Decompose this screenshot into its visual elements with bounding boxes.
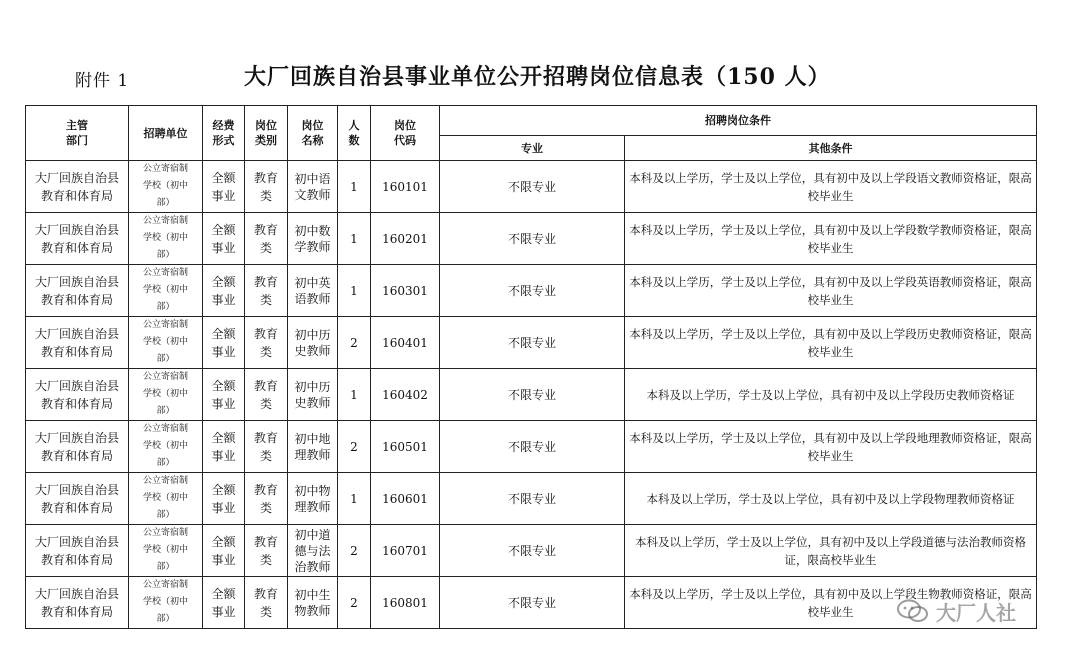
table-row: [26, 265, 1037, 317]
cell-fund: 全额 事业: [203, 161, 245, 213]
cell-count: 2: [338, 525, 371, 577]
cell-dept: 大厂回族自治县 教育和体育局: [26, 421, 129, 473]
cell-category: 教育 类: [245, 265, 288, 317]
cell-dept: 大厂回族自治县 教育和体育局: [26, 213, 129, 265]
cell-post-name: 初中地 理教师: [288, 421, 338, 473]
cell-unit: 公立寄宿制 学校（初中 部）: [129, 317, 203, 369]
cell-other: 本科及以上学历，学士及以上学位，具有初中及以上学段物理教师资格证: [625, 473, 1037, 525]
cell-dept: 大厂回族自治县 教育和体育局: [26, 161, 129, 213]
cell-major: 不限专业: [440, 265, 625, 317]
cell-post-name: 初中历 史教师: [288, 317, 338, 369]
cell-count: 2: [338, 317, 371, 369]
cell-category: 教育 类: [245, 421, 288, 473]
cell-other: 本科及以上学历，学士及以上学位，具有初中及以上学段生物教师资格证，限高校毕业生: [625, 577, 1037, 629]
cell-major: 不限专业: [440, 577, 625, 629]
cell-other: 本科及以上学历，学士及以上学位，具有初中及以上学段道德与法治教师资格证，限高校毕业生: [625, 525, 1037, 577]
cell-post-name: 初中英 语教师: [288, 265, 338, 317]
cell-unit: 公立寄宿制 学校（初中 部）: [129, 421, 203, 473]
cell-post-name: 初中语 文教师: [288, 161, 338, 213]
cell-fund: 全额 事业: [203, 577, 245, 629]
cell-code: 160402: [371, 369, 440, 421]
cell-fund: 全额 事业: [203, 265, 245, 317]
job-table: [25, 105, 1037, 629]
cell-code: 160801: [371, 577, 440, 629]
table-row: [26, 525, 1037, 577]
cell-post-name: 初中物 理教师: [288, 473, 338, 525]
cell-unit: 公立寄宿制 学校（初中 部）: [129, 265, 203, 317]
cell-unit: 公立寄宿制 学校（初中 部）: [129, 369, 203, 421]
cell-post-name: 初中道 德与法 治教师: [288, 525, 338, 577]
cell-post-name: 初中生 物教师: [288, 577, 338, 629]
cell-category: 教育 类: [245, 369, 288, 421]
attachment-label: 附件 1: [75, 71, 130, 91]
page-title: 大厂回族自治县事业单位公开招聘岗位信息表（150 人）: [244, 64, 831, 90]
cell-count: 2: [338, 421, 371, 473]
cell-unit: 公立寄宿制 学校（初中 部）: [129, 525, 203, 577]
cell-other: 本科及以上学历，学士及以上学位，具有初中及以上学段数学教师资格证，限高校毕业生: [625, 213, 1037, 265]
cell-major: 不限专业: [440, 161, 625, 213]
cell-fund: 全额 事业: [203, 525, 245, 577]
table-row: [26, 161, 1037, 213]
cell-count: 1: [338, 265, 371, 317]
cell-count: 1: [338, 213, 371, 265]
cell-code: 160701: [371, 525, 440, 577]
cell-major: 不限专业: [440, 525, 625, 577]
cell-major: 不限专业: [440, 421, 625, 473]
table-row: [26, 213, 1037, 265]
cell-dept: 大厂回族自治县 教育和体育局: [26, 525, 129, 577]
table-row: [26, 317, 1037, 369]
col-header-conditions: 招聘岗位条件: [440, 106, 1037, 136]
cell-category: 教育 类: [245, 525, 288, 577]
cell-dept: 大厂回族自治县 教育和体育局: [26, 369, 129, 421]
cell-major: 不限专业: [440, 317, 625, 369]
cell-fund: 全额 事业: [203, 473, 245, 525]
cell-category: 教育 类: [245, 577, 288, 629]
cell-code: 160301: [371, 265, 440, 317]
cell-other: 本科及以上学历，学士及以上学位，具有初中及以上学段地理教师资格证，限高校毕业生: [625, 421, 1037, 473]
cell-post-name: 初中历 史教师: [288, 369, 338, 421]
cell-unit: 公立寄宿制 学校（初中 部）: [129, 161, 203, 213]
cell-unit: 公立寄宿制 学校（初中 部）: [129, 213, 203, 265]
cell-count: 1: [338, 473, 371, 525]
col-header-major: 专业: [440, 136, 625, 161]
cell-category: 教育 类: [245, 161, 288, 213]
table-row: [26, 473, 1037, 525]
col-header-category: 岗位 类别: [245, 106, 288, 161]
table-row: [26, 577, 1037, 629]
cell-dept: 大厂回族自治县 教育和体育局: [26, 265, 129, 317]
cell-major: 不限专业: [440, 213, 625, 265]
cell-code: 160401: [371, 317, 440, 369]
cell-code: 160601: [371, 473, 440, 525]
cell-category: 教育 类: [245, 213, 288, 265]
table-row: [26, 421, 1037, 473]
cell-other: 本科及以上学历，学士及以上学位，具有初中及以上学段历史教师资格证，限高校毕业生: [625, 317, 1037, 369]
cell-other: 本科及以上学历，学士及以上学位，具有初中及以上学段历史教师资格证: [625, 369, 1037, 421]
col-header-dept: 主管 部门: [26, 106, 129, 161]
cell-code: 160201: [371, 213, 440, 265]
cell-count: 2: [338, 577, 371, 629]
cell-category: 教育 类: [245, 473, 288, 525]
cell-fund: 全额 事业: [203, 421, 245, 473]
cell-category: 教育 类: [245, 317, 288, 369]
cell-major: 不限专业: [440, 473, 625, 525]
col-header-fund: 经费 形式: [203, 106, 245, 161]
cell-post-name: 初中数 学教师: [288, 213, 338, 265]
col-header-count: 人 数: [338, 106, 371, 161]
cell-fund: 全额 事业: [203, 213, 245, 265]
cell-fund: 全额 事业: [203, 317, 245, 369]
table-row: [26, 369, 1037, 421]
cell-unit: 公立寄宿制 学校（初中 部）: [129, 577, 203, 629]
watermark-text: 大厂人社: [936, 600, 1016, 625]
cell-other: 本科及以上学历，学士及以上学位，具有初中及以上学段语文教师资格证，限高校毕业生: [625, 161, 1037, 213]
cell-dept: 大厂回族自治县 教育和体育局: [26, 317, 129, 369]
cell-count: 1: [338, 161, 371, 213]
cell-count: 1: [338, 369, 371, 421]
col-header-name: 岗位 名称: [288, 106, 338, 161]
col-header-code: 岗位 代码: [371, 106, 440, 161]
col-header-unit: 招聘单位: [129, 106, 203, 161]
cell-other: 本科及以上学历，学士及以上学位，具有初中及以上学段英语教师资格证，限高校毕业生: [625, 265, 1037, 317]
col-header-other: 其他条件: [625, 136, 1037, 161]
cell-dept: 大厂回族自治县 教育和体育局: [26, 473, 129, 525]
cell-fund: 全额 事业: [203, 369, 245, 421]
cell-code: 160101: [371, 161, 440, 213]
cell-major: 不限专业: [440, 369, 625, 421]
cell-unit: 公立寄宿制 学校（初中 部）: [129, 473, 203, 525]
cell-dept: 大厂回族自治县 教育和体育局: [26, 577, 129, 629]
header-row-top: [26, 106, 1037, 136]
cell-code: 160501: [371, 421, 440, 473]
